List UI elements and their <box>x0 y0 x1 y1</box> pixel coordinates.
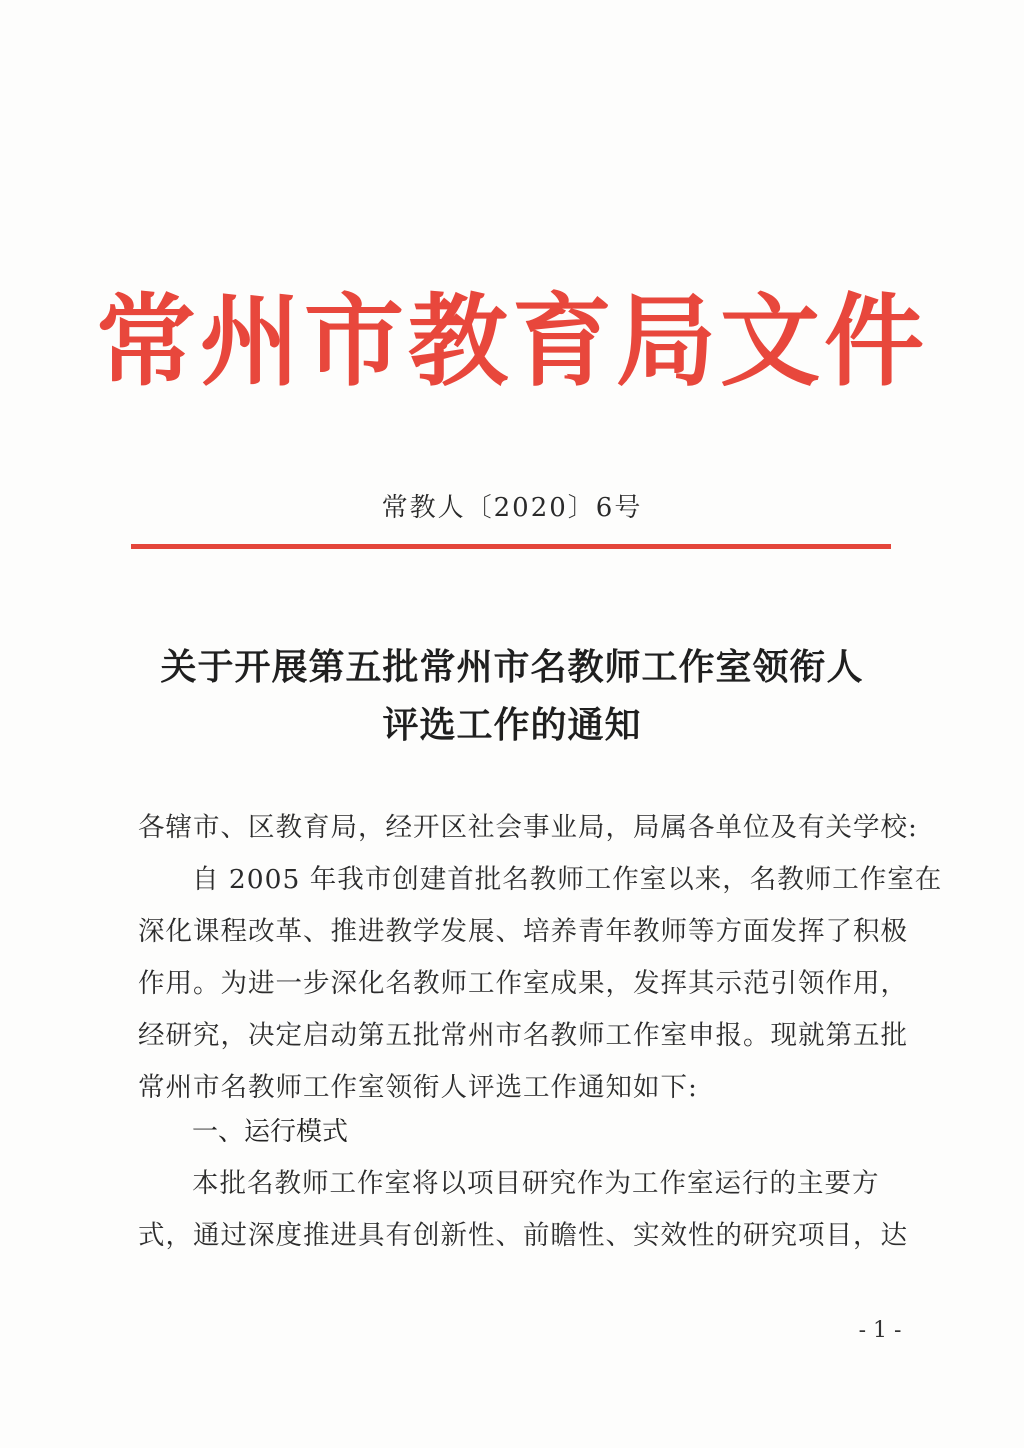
masthead-title: 常州市教育局文件 <box>96 283 928 400</box>
red-divider-line <box>131 544 891 549</box>
document-number: 常教人〔2020〕6号 <box>381 493 643 523</box>
paragraph-2-line-2: 式，通过深度推进具有创新性、前瞻性、实效性的研究项目，达 <box>138 1220 908 1251</box>
notice-title-line-1: 关于开展第五批常州市名教师工作室领衔人 <box>160 646 864 688</box>
section-1-heading: 一、运行模式 <box>192 1117 349 1147</box>
paragraph-1-line-5: 常州市名教师工作室领衔人评选工作通知如下: <box>138 1072 698 1103</box>
paragraph-1-line-1: 自 2005 年我市创建首批名教师工作室以来，名教师工作室在 <box>192 864 943 895</box>
paragraph-1-line-3: 作用。为进一步深化名教师工作室成果，发挥其示范引领作用， <box>138 968 908 999</box>
paragraph-1-line-2: 深化课程改革、推进教学发展、培养青年教师等方面发挥了积极 <box>138 916 908 947</box>
page-number: - 1 - <box>858 1318 902 1343</box>
paragraph-2-line-1: 本批名教师工作室将以项目研究作为工作室运行的主要方 <box>192 1168 880 1199</box>
paragraph-1-line-4: 经研究，决定启动第五批常州市名教师工作室申报。现就第五批 <box>138 1020 908 1051</box>
notice-title <box>0 638 1024 754</box>
notice-title-line-2: 评选工作的通知 <box>382 704 642 746</box>
addressee-line: 各辖市、区教育局，经开区社会事业局，局属各单位及有关学校: <box>138 812 918 843</box>
